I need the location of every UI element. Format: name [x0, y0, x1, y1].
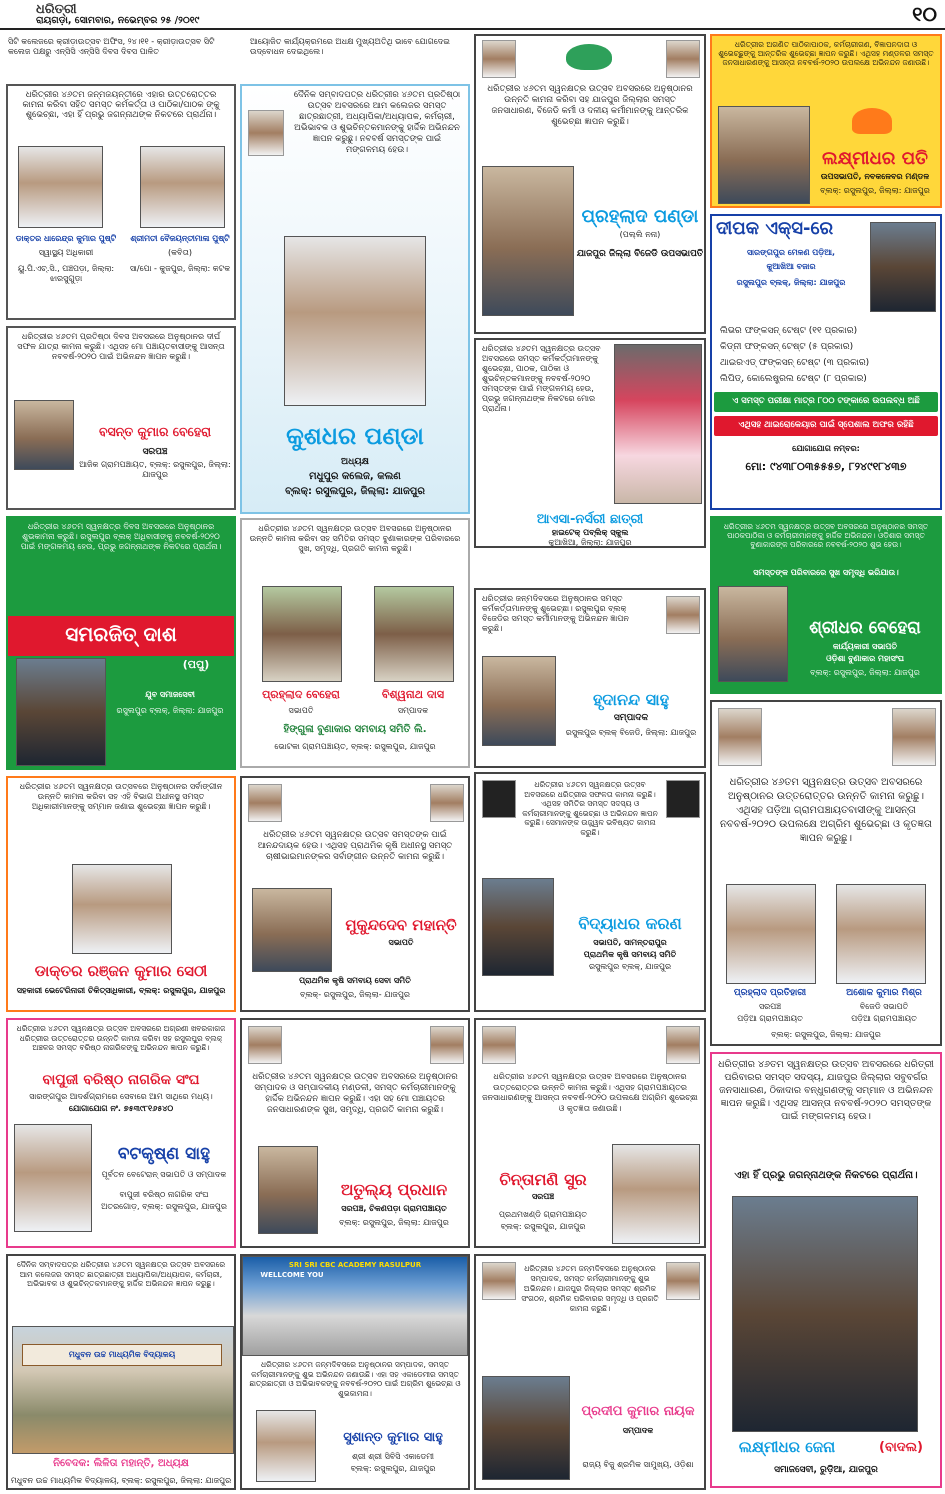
photo-laxmidhar-pati [718, 106, 810, 204]
place: ରସୁଲପୁର ବ୍ଲକ୍, ଯାଜପୁର [588, 962, 672, 971]
org: ରାଜ୍ୟ ବିଜୁ ଶ୍ରମିକ ସାମୁଖ୍ୟ, ଓଡ଼ିଶା [582, 1460, 694, 1469]
leader-photo [666, 596, 700, 634]
role: ସରପଞ୍ଚ [531, 1192, 555, 1201]
name: ଚିନ୍ତାମଣି ସୁର [499, 1170, 587, 1189]
name: ହୃଦାନନ୍ଦ ସାହୁ [592, 690, 670, 709]
ad-body: ଧରିତ୍ରୀର ୪୬ତମ ସ୍ୱନକ୍ଷତ୍ର ଉତ୍ସବ ଅବସରରେ ଅନୁଷ୍ଠାନର ସମସ୍ତ ପାଠକପାଠିକା ଓ କର୍ମଚାରୀମାନଙ୍କୁ ହାର୍ଦ୍ଦିକ ଅଭିନନ୍ଦନ। ଓଡ଼ିଶାର ସମସ୍ତ ବୁଣାକାରଙ୍କ ପରିବାରରେ ନବବର୍ଷ-୨୦୨୦ ଶୁଭ ହେଉ। [723, 522, 929, 549]
name: ମୁକୁନ୍ଦଦେବ ମହାନ୍ତି [345, 916, 457, 934]
ad-pradeep [474, 1254, 706, 1490]
footer-place: ମଧୁବନ ଉଚ୍ଚ ମାଧ୍ୟମିକ ବିଦ୍ୟାଳୟ, ବ୍ଲକ୍: ରସୁଲପୁର, ଜିଲ୍ଲା: ଯାଜପୁର [10, 1476, 232, 1485]
ad-body: ଧରିତ୍ରୀର ୪୬ତମ ସ୍ୱନକ୍ଷତ୍ର ଉତ୍ସବ ଅବସରରେ ଧରିତ୍ରୀର ସଫଳତା କାମନା କରୁଛି। ଏଥିସହ ସମିତିର ସମସ୍ତ ସଦସ୍ୟ ଓ କର୍ମଚାରୀମାନଙ୍କୁ ଶୁଭେଚ୍ଛା ଓ ଅଭିନନ୍ଦନ ଜ୍ଞାପନ କରୁଛି। ସେମାନଙ୍କ ଉଜ୍ଜ୍ୱଳ ଭବିଷ୍ୟତ କାମନା କରୁଛି। [522, 780, 658, 837]
leader-photo-right [430, 1026, 464, 1064]
place: ରସୁଲପୁର ବ୍ଲକ୍, ଜିଲ୍ଲା: ଯାଜପୁର [116, 706, 224, 715]
prayer: ଏହା ହିଁ ପ୍ରଭୁ ଜଗନ୍ନାଥଙ୍କ ନିକଟରେ ପ୍ରାର୍ଥନା। [734, 1170, 918, 1181]
org: ହିଙ୍ଗୁଳା ବୁଣାକାର ସମବାୟ ସମିତି ଲି. [283, 724, 427, 735]
dateline: ରାୟଗଡ଼ା, ସୋମବାର, ନଭେମ୍ବର ୨୫ /୨୦୧୯ [36, 15, 200, 26]
place: ବ୍ଲକ୍: ରସୁଲପୁର, ଯାଜପୁର [500, 1222, 586, 1231]
photo-ranjan [72, 864, 172, 954]
person2-place: ସା/ପୋ - କୁଜପୁର, ଜିଲ୍ଲା: କଟକ [129, 264, 231, 273]
address1: ସାରଙ୍ଗପୁର ମେଳଣ ପଡ଼ିଆ, [746, 248, 835, 257]
ad-body: ଧରିତ୍ରୀର ୪୬ତମ ଜନ୍ମଜୟନ୍ତୀରେ ଏହାର ଉତ୍ତରୋତ୍ତର କାମନା କରିବା ସହିତ ସମସ୍ତ କର୍ମକର୍ତ୍ତା ଓ ପାଠିକା/ପାଠକ ଙ୍କୁ ଶୁଭେଚ୍ଛା, ଏହା ହିଁ ପ୍ରଭୁ ଜଗନ୍ନାଥଙ୍କ ନିକଟରେ ପ୍ରାର୍ଥନା। [22, 90, 220, 120]
leader-photo-left [482, 40, 516, 78]
person1-place: ୟୁ.ପି.ଏଚ୍.ସି., ପଞ୍ଚପଡ଼ା, ଜିଲ୍ଲା: ଝାରସୁଗୁଡ଼ା [17, 264, 115, 283]
person2-name: ବିଶ୍ୱନାଥ ଦାସ [381, 688, 445, 701]
nickname: (ପଲ୍ଲି ନନା) [619, 230, 661, 239]
photo-mukunda [252, 888, 332, 972]
photo-batakrushna [14, 1124, 92, 1232]
lotus-icon [852, 108, 892, 134]
offer-2: ଏଥିସହ ଥାଇରୋକେୟାର ପାଇଁ ସ୍ପେଶାଲ ଅଫର ରହିଛି [738, 420, 914, 430]
closing: ସମସ୍ତଙ୍କ ପରିବାରରେ ସୁଖ ସମୃଦ୍ଧି ଭରିଯାଉ। [753, 568, 899, 577]
ad-weavers [240, 518, 470, 768]
org-sub: ସାରଙ୍ଗପୁର ଆଦର୍ଶଗ୍ରାମରେ ସେବାରେ ଆମ ସାଥିରେ ମଧ୍ୟ। [29, 1092, 213, 1101]
role: ସମ୍ପାଦକ [622, 1426, 654, 1435]
org: ବାପୁଜୀ ବରିଷ୍ଠ ନାଗରିକ ସଂଘ [42, 1072, 200, 1088]
person2-name: ଶ୍ରୀମତୀ ବୈଜୟନ୍ତୀମାଳା ପୁଷ୍ଟି [130, 234, 230, 243]
ad-bapuji [6, 1018, 236, 1248]
ad-body: ଧରିତ୍ରୀର ୪୬ତମ ସ୍ୱନକ୍ଷତ୍ର ଉତ୍ସବ ଅବସରରେ ଧରିତ୍ରୀ ପରିବାରର ସମସ୍ତ ସଦସ୍ୟ, ଯାଜପୁର ଜିଲ୍ଲାର ସବୁବର୍ଗର ଜନସାଧାରଣ, ଠିକାଦାର ବନ୍ଧୁଗଣଙ୍କୁ ସମ୍ମାନ ଓ ଅଭିନନ୍ଦନ ଜ୍ଞାପନ କରୁଛି। ଏଥିସହ ଆସନ୍ତା ନବବର୍ଷ-୨୦୨୦ ସମସ୍ତଙ୍କ ପାଇଁ ମଙ୍ଗଳମୟ ହେଉ। [718, 1059, 934, 1122]
name: ସୁଶାନ୍ତ କୁମାର ସାହୁ [343, 1430, 443, 1445]
person1-name: ପ୍ରହ୍ଲାଦ ବେହେରା [262, 688, 340, 701]
ad-body: ଧରିତ୍ରୀର ୪୬ତମ ସ୍ୱନକ୍ଷତ୍ର ଦିବସ ଅବସରରେ ଅନୁଷ୍ଠାନର ଶୁଭକାମନା କରୁଛି। ରସୁଲପୁର ବ୍ଲକ୍ ଅଧିବାସୀଙ୍କୁ ନବବର୍ଷ-୨୦୨୦ ପାଇଁ ମଙ୍ଗଳମୟ ହେଉ, ପ୍ରଭୁ ଜଗନ୍ନାଥଙ୍କ ନିକଟରେ ପ୍ରାର୍ଥନା। [20, 522, 222, 551]
newspaper-logo: ଧରିତ୍ରୀ [36, 2, 77, 17]
role: କାର୍ଯ୍ୟକାରୀ ସଭାପତି [832, 642, 898, 651]
ad-chintamani [474, 1018, 706, 1248]
place: ବ୍ଲକ୍: ରସୁଲପୁର, ଜିଲ୍ଲା: ଯାଜପୁର [339, 1218, 449, 1227]
name: ଡାକ୍ତର ରଞ୍ଜନ କୁମାର ସେଠୀ [34, 962, 208, 980]
photo-bidyadhar [482, 878, 554, 976]
photo-samarjit [16, 658, 106, 766]
ad-panchayat [710, 700, 942, 1046]
name: ସମରଜିତ୍ ଦାଶ [65, 622, 177, 646]
role: ଶ୍ରୀ ଶ୍ରୀ ସିବିସି ଏକାଡେମୀ [351, 1452, 435, 1461]
place: ବ୍ଲକ୍: ରସୁଲପୁର, ଜିଲ୍ଲା: ଯାଜପୁର [810, 668, 920, 677]
school: ହାଇଟେକ୍ ପବ୍ଲିକ୍ ସ୍କୁଲ [551, 528, 629, 537]
person2-role: ସମ୍ପାଦକ [397, 706, 429, 715]
photo-atulya [258, 1146, 318, 1234]
phone: ମୋ: ୯୪୩୮୦୩୫୫୫୭, ୮୨୪୯୧୮୪୩୭ [745, 460, 907, 473]
nickname: (ବାଦଲ) [879, 1440, 923, 1455]
person2-place: ପଡ଼ିଆ ଗ୍ରାମପଞ୍ଚାୟତ [851, 1014, 917, 1023]
name: ବଟକୃଷ୍ଣ ସାହୁ [117, 1144, 211, 1164]
role: ପୂର୍ବତନ ବେଟେରାନ୍ ସଭାପତି ଓ ସମ୍ପାଦକ [101, 1170, 227, 1179]
role: ଅଧ୍ୟକ୍ଷ [341, 457, 369, 467]
offer-1: ଏ ସମସ୍ତ ପରୀକ୍ଷା ମାତ୍ର ୮୦୦ ଟଙ୍କାରେ ଉପଲବ୍ଧ ଅଛି [732, 396, 920, 406]
photo-aeysa [614, 344, 702, 504]
role: ସଭାପତି, ସାମନ୍ତରାପୁର [593, 938, 667, 947]
photo-basanta [14, 400, 74, 470]
ad-laxmidhar-pati [710, 34, 942, 208]
leader-photo-right [430, 784, 464, 822]
ad-prahlad-panda [474, 34, 706, 334]
sign-2: WELLCOME YOU [260, 1271, 324, 1279]
leader-photo-right [666, 1026, 700, 1064]
person1-role: ସଭାପତି [288, 706, 314, 715]
contact: ଯୋଗାଯୋଗ ନଂ. ୭୫୩୯୮୧୬୫୪୦ [68, 1104, 174, 1113]
photo-laxmidhar-jena [732, 1196, 918, 1432]
name: ଶ୍ରୀଧର ବେହେରା [809, 618, 921, 638]
leader-photo-right [666, 40, 700, 78]
photo-sridhar [718, 586, 788, 682]
ad-basanta [6, 326, 236, 510]
name: ଆଏସା-ନର୍ସରୀ ଛାତ୍ରୀ [536, 512, 644, 527]
sign-1: SRI SRI CBC ACADEMY RASULPUR [288, 1261, 422, 1269]
ad-school [6, 1254, 236, 1490]
photo-ashok [836, 884, 926, 984]
ad-bidyadhar [474, 772, 706, 1012]
photo-vaijayanti [140, 146, 225, 228]
role: ଯାଜପୁର ଜିଲ୍ଲା ବିଜେଡି ଉପସଭାପତି [576, 249, 704, 259]
ad-body: ଧରିତ୍ରୀର ଅଗଣିତ ପାଠିକାପାଠକ, କର୍ମଚାରୀଗଣ, ବିଜ୍ଞାପନଦାତା ଓ ଶୁଭେଚ୍ଛୁଙ୍କୁ ଆନ୍ତରିକ ଶୁଭେଚ୍ଛା ଜ୍ଞାପନ କରୁଛି। ଏଥିସହ ମଣ୍ଡଳର ସମସ୍ତ ଜନସାଧାରଣଙ୍କୁ ଆସନ୍ତା ନବବର୍ଷ-୨୦୨୦ ଉପଲକ୍ଷେ ଅଭିନନ୍ଦନ ଜଣାଉଛି। [718, 40, 934, 67]
ad-sridhar [710, 516, 942, 694]
name: ପ୍ରହ୍ଲାଦ ପଣ୍ଡା [581, 206, 699, 227]
photo-hrudananda [482, 656, 556, 746]
gate-text: ମଧୁବନ ଉଚ୍ଚ ମାଧ୍ୟମିକ ବିଦ୍ୟାଳୟ [68, 1350, 176, 1359]
name: କୁଶଧର ପଣ୍ଡା [286, 422, 424, 450]
ad-ranjan [6, 776, 236, 1012]
test-3: ଥାଇରଏଡ୍ ଫଙ୍କସନ୍ ଟେଷ୍ଟ (୩ ପ୍ରକାର) [720, 358, 870, 368]
ad-body: ଧରିତ୍ରୀର ୪୬ତମ ସ୍ୱନକ୍ଷତ୍ର ଉତ୍ସବ ଅବସରରେ ଅନୁଷ୍ଠାନର ସମ୍ପାଦକ ଓ ସମ୍ପାଦକୀୟ ମଣ୍ଡଳୀ, ସମସ୍ତ କର୍ମଚାରୀମାନଙ୍କୁ ହାର୍ଦ୍ଦିକ ଅଭିନନ୍ଦନ ଜ୍ଞାପନ କରୁଛି। ଏହା ସହ ମୋ ପଞ୍ଚାୟତର ଜନସାଧାରଣଙ୍କ ସୁଖ, ସମୃଦ୍ଧି, ପ୍ରଗତି କାମନା କରୁଛି। [252, 1072, 458, 1115]
ad-body: ଦୈନିକ ସମ୍ବାଦପତ୍ର ଧରିତ୍ରୀର ୪୬ତମ ପ୍ରତିଷ୍ଠା ଉତ୍ସବ ଅବସରରେ ଆମ କଲେଜର ସମସ୍ତ ଛାତ୍ରଛାତ୍ରୀ, ଅଧ୍ୟାପିକା/ଅଧ୍ୟାପକ, କର୍ମଚାରୀ, ଅଭିଭାବକ ଓ ଶୁଭଚିନ୍ତକମାନଙ୍କୁ ହାର୍ଦ୍ଦିକ ଅଭିନନ୍ଦନ ଜ୍ଞାପନ କରୁଛୁ। ନବବର୍ଷ ସମସ୍ତଙ୍କ ପାଇଁ ମଙ୍ଗଳମୟ ହେଉ। [293, 90, 461, 155]
role: ସହକାରୀ ଭେଟେରିନାରୀ ଚିକିତ୍ସାଧିକାରୀ, ବ୍ଲକ୍: ରସୁଲପୁର, ଯାଜପୁର [16, 986, 226, 995]
ad-body: ଧରିତ୍ରୀର ୪୬ତମ ପ୍ରତିଷ୍ଠା ଦିବସ ଅବସରରେ ଅନୁଷ୍ଠାନର ଦୀର୍ଘ ସଫଳ ଯାତ୍ରା କାମନା କରୁଛି। ଏଥିସହ ମୋ ପଞ୍ଚାୟତବାସୀଙ୍କୁ ଆସନ୍ତା ନବବର୍ଷ-୨୦୨୦ ପାଇଁ ଅଭିନନ୍ଦନ ଜ୍ଞାପନ କରୁଛି। [17, 332, 225, 361]
place: ଭୋଟକା ଗ୍ରାମପଞ୍ଚାୟତ, ବ୍ଲକ୍: ରସୁଲପୁର, ଯାଜପୁର [274, 742, 436, 751]
role: ସରପଞ୍ଚ, ଚିକଣପଡ଼ା ଗ୍ରାମପଞ୍ଚାୟତ [341, 1204, 447, 1213]
ad-mukunda [240, 776, 470, 1012]
ad-body: ଧରିତ୍ରୀର ୪୬ତମ ସ୍ୱନକ୍ଷତ୍ର ଉତ୍ସବ ଅବସରରେ ଅଗ୍ରଣୀ ଖବରକାଗଜ ଧରିତ୍ରୀର ଉତ୍ତରୋତ୍ତର ଉନ୍ନତି କାମନା କରିବା ସହ ରସୁଲପୁର ବ୍ଲକ୍ ଅଞ୍ଚଳର ସମସ୍ତ ବରିଷ୍ଠ ନାଗରିକଙ୍କୁ ଅଭିନନ୍ଦନ ଜ୍ଞାପନ କରୁଛି। [16, 1024, 226, 1052]
leader-photo-right [892, 708, 936, 766]
ad-body: ଧରିତ୍ରୀର ୪୬ତମ ସ୍ୱନକ୍ଷତ୍ର ଉତ୍ସବ ସମସ୍ତଙ୍କ ପାଇଁ ଆନନ୍ଦଦାୟକ ହେଉ। ଏଥିସହ ପ୍ରାଥମିକ କୃଷି ଅଧୀନସ୍ଥ ସମସ୍ତ ଚାଷୀଭାଇମାନଙ୍କର ସର୍ବାଙ୍ଗୀନ ଉନ୍ନତି କାମନା କରୁଛି। [257, 830, 453, 862]
name: ଅତୁଲ୍ୟ ପ୍ରଧାନ [340, 1180, 448, 1199]
conch-icon [566, 44, 612, 70]
name: ଲକ୍ଷ୍ମୀଧର ପତି [822, 148, 928, 169]
address2: କୁଆଖିଆ ବଜାର [766, 262, 816, 271]
masthead [0, 0, 945, 30]
name: ଲକ୍ଷ୍ମୀଧର ଜେନା [738, 1438, 836, 1456]
nickname: (ପପୁ) [182, 658, 210, 671]
ad-body: ଦୈନିକ ସମ୍ବାଦପତ୍ର ଧରିତ୍ରୀର ୪୬ତମ ସ୍ୱନକ୍ଷତ୍ର ଉତ୍ସବ ଅବସରରେ ଆମ କଲେଜର ସମସ୍ତ ଛାତ୍ରଛାତ୍ରୀ ଅଧ୍ୟାପିକା/ଅଧ୍ୟାପକ, କର୍ମଚାରୀ, ଅଭିଭାବକ ଓ ଶୁଭଚିନ୍ତକମାନଙ୍କୁ ହାର୍ଦ୍ଦିକ ଅଭିନନ୍ଦନ ଜ୍ଞାପନ କରୁଛୁ। [16, 1260, 226, 1288]
place: ଆଜିକ ଗ୍ରାମପଞ୍ଚାୟତ, ବ୍ଲକ୍: ରସୁଲପୁର, ଜିଲ୍ଲା: ଯାଜପୁର [79, 460, 231, 479]
role: ସମ୍ପାଦକ [613, 713, 649, 723]
ad-body: ଧରିତ୍ରୀର ୪୬ତମ ସ୍ୱନକ୍ଷତ୍ର ଉତ୍ସବ ଅବସରରେ ସମସ୍ତ କର୍ମକର୍ତ୍ତାମାନଙ୍କୁ ଶୁଭେଚ୍ଛା, ପାଠକ, ପାଠିକା ଓ ଶୁଭଚିନ୍ତକମାନଙ୍କୁ ନବବର୍ଷ-୨୦୨୦ ସମସ୍ତଙ୍କ ପାଇଁ ମଙ୍ଗଳମୟ ହେଉ, ପ୍ରଭୁ ଜଗନ୍ନାଥଙ୍କ ନିକଟରେ ମୋର ପ୍ରାର୍ଥନା। [482, 344, 601, 413]
photo-pradeep [482, 1376, 570, 1480]
role: ସରପଞ୍ଚ [142, 447, 168, 457]
place: ବ୍ଲକ୍: ରସୁଲପୁର, ଜିଲ୍ଲା: ଯାଜପୁର [285, 486, 425, 497]
name: ବସନ୍ତ କୁମାର ବେହେରା [98, 424, 212, 439]
person1-role: ସରପଞ୍ଚ [758, 1002, 782, 1011]
footer-name: ନିବେଦକ: ଲିଳିତା ମହାନ୍ତି, ଅଧ୍ୟକ୍ଷ [53, 1458, 189, 1469]
photo-dipak [870, 222, 936, 312]
ad-pusti [6, 84, 236, 320]
person1-place: ପଡ଼ିଆ ଗ୍ରାମପଞ୍ଚାୟତ [737, 1014, 803, 1023]
role: ଉପସଭାପତି, ନବକଳେବର ମଣ୍ଡଳ [820, 172, 930, 181]
org: ମଧୁପୁର କଲେଜ, କଲଣ [309, 471, 401, 482]
place: ବ୍ଲକ୍- ରସୁଲପୁର, ଜିଲ୍ଲା- ଯାଜପୁର [299, 990, 411, 999]
org: ପ୍ରଥମଖଣ୍ଡି ଗ୍ରାମପଞ୍ଚାୟତ [499, 1210, 587, 1219]
page-number: ୧୦ [912, 2, 937, 26]
photo-kushadhar [284, 236, 426, 406]
place: ବ୍ଲକ୍: ରସୁଲପୁର, ଜିଲ୍ଲା: ଯାଜପୁର [771, 1030, 881, 1039]
ad-body: ଧରିତ୍ରୀର ୪୬ତମ ସ୍ୱନକ୍ଷତ୍ର ଉତ୍ସବ ଅବସରରେ ଅନୁଷ୍ଠାନର ଉନ୍ନତି କାମନା କରିବା ସହ ସମିତିର ସମସ୍ତ ବୁଣାକାରଙ୍କ ପରିବାରରେ ସୁଖ, ସମୃଦ୍ଧି, ପ୍ରଗତି କାମନା କରୁଛି। [249, 524, 461, 553]
role: ଯୁବ ସମାଜସେବୀ [145, 690, 195, 699]
ad-sushant [240, 1254, 470, 1490]
contact-label: ଯୋଗାଯୋଗ ନମ୍ବର: [792, 444, 860, 453]
test-2: କିଡ୍ନୀ ଫଙ୍କସନ୍ ଟେଷ୍ଟ (୫ ପ୍ରକାର) [720, 342, 854, 352]
ad-body: ଧରିତ୍ରୀର ଜନ୍ମଦିବସରେ ଅନୁଷ୍ଠାନର ସମସ୍ତ କର୍ମକର୍ତ୍ତାମାନଙ୍କୁ ଶୁଭେଚ୍ଛା। ରସୁଲପୁର ବ୍ଲକ୍ ବିଜେଡିର ସମସ୍ତ କର୍ମୀମାନଙ୍କୁ ଅଭିନନ୍ଦନ ଜ୍ଞାପନ କରୁଛି। [482, 594, 629, 633]
ad-atulya [240, 1018, 470, 1248]
person2-role: (କବିତା) [168, 248, 192, 257]
ad-laxmidhar-jena [710, 1052, 942, 1488]
ad-body: ଧରିତ୍ରୀର ୪୬ତମ ସ୍ୱନକ୍ଷତ୍ର ଉତ୍ସବ ଅବସରରେ ଅନୁଷ୍ଠାନର ଉନ୍ନତି କାମନା କରିବା ସହ ଯାଜପୁର ଜିଲ୍ଲାର ସମସ୍ତ ଜନସାଧାରଣ, ବିଜେଡି କର୍ମୀ ଓ ଦଳୀୟ କର୍ମୀମାନଙ୍କୁ ଆନ୍ତରିକ ଶୁଭେଚ୍ଛା ଜ୍ଞାପନ କରୁଛି। [487, 84, 693, 127]
person2-role: ବିଜେଡି ସଭାପତି [859, 1002, 909, 1011]
name: ପ୍ରଦୀପ କୁମାର ନାୟକ [581, 1404, 695, 1419]
place: ବ୍ଲକ୍: ରସୁଲପୁର, ଜିଲ୍ଲା: ଯାଜପୁର [820, 186, 930, 195]
ad-body: ଧରିତ୍ରୀର ୪୬ତମ ସ୍ୱନକ୍ଷତ୍ର ଉତ୍ସବରେ ଅନୁଷ୍ଠାନର ସର୍ବାଙ୍ଗୀନ ଉନ୍ନତି କାମନା କରିବା ସହ ଏହି ବିଭାଗ ଅଧୀନସ୍ଥ ସମସ୍ତ ଅଧିକାରୀମାନଙ୍କୁ ସମ୍ମାନ ଜଣାଇ ଶୁଭେଚ୍ଛା ଜ୍ଞାପନ କରୁଛି। [19, 782, 223, 811]
ad-body: ଧରିତ୍ରୀର ୪୬ତମ ସ୍ୱନକ୍ଷତ୍ର ଉତ୍ସବ ଅବସରରେ ଅନୁଷ୍ଠାନର ଉତ୍ତରୋତ୍ତର ଉନ୍ନତି କାମନା କରୁଛୁ। ଏଥିସହ ପଡ଼ିଆ ଗ୍ରାମପଞ୍ଚାୟତବାସୀଙ୍କୁ ଆସନ୍ତା ନବବର୍ଷ-୨୦୨୦ ଉପଲକ୍ଷେ ଅଗ୍ରିମ ଶୁଭେଚ୍ଛା ଓ କୃତଜ୍ଞତା ଜ୍ଞାପନ କରୁଛୁ। [720, 777, 932, 844]
news-strip-middle: ଆୟୋଜିତ କାର୍ଯ୍ୟକ୍ରମରେ ଅଧକ୍ଷ ମୁଖ୍ୟଅତିଥି ଭାବେ ଯୋଗଦେଇ ଉଦ୍‌ବୋଧନ ଦେଇଥିଲେ। [250, 37, 450, 56]
leader-photo-left [718, 708, 762, 766]
place: ବ୍ଲକ୍: ରସୁଲପୁର, ଯାଜପୁର [350, 1464, 436, 1473]
ad-nursery [474, 338, 706, 548]
photo-prahlad-panda [482, 166, 574, 316]
photo-biswanath [374, 586, 454, 682]
org: ପ୍ରାଥମିକ କୃଷି ସମବାୟ ସମିତି [583, 950, 677, 959]
person1-role: ସ୍ୱାସ୍ଥ୍ୟ ଅଧିକାରୀ [38, 248, 94, 257]
place: କୁଆଖିଆ, ଜିଲ୍ଲା: ଯାଜପୁର [548, 538, 632, 547]
leader-photo-left [248, 784, 282, 822]
leader-photo-left [482, 1026, 516, 1064]
ad-dipak-xray [710, 214, 942, 510]
ad-hrudananda [474, 588, 706, 768]
org: ପ୍ରାଥମିକ କୃଷି ସମବାୟ ସେବା ସମିତି [299, 976, 411, 985]
leader-photo-left [248, 1026, 282, 1064]
ad-samarjit [6, 516, 236, 770]
photo-sushant [256, 1410, 316, 1482]
photo-thumb [248, 110, 284, 156]
photo-prahlad-pratihari [726, 884, 816, 984]
photo-dhirendra [18, 146, 103, 228]
place: ରସୁଲପୁର ବ୍ଲକ୍ ବିଜେଡି, ଜିଲ୍ଲା: ଯାଜପୁର [565, 728, 697, 737]
ad-kushadhar [240, 84, 470, 514]
ad-body: ଧରିତ୍ରୀର ୪୬ତମ ସ୍ୱନକ୍ଷତ୍ର ଉତ୍ସବ ଅବସରରେ ଅନୁଷ୍ଠାନର ଉତ୍ତରୋତ୍ତର ଉନ୍ନତି କାମନା କରୁଛି। ଏଥିସହ ଗ୍ରାମପଞ୍ଚାୟତର ଜନସାଧାରଣଙ୍କୁ ଆସନ୍ତା ନବବର୍ଷ-୨୦୨୦ ଉପଲକ୍ଷେ ଅଗ୍ରିମ ଶୁଭେଚ୍ଛା ଓ କୃତଜ୍ଞତା ଜଣାଉଛି। [482, 1072, 698, 1113]
news-strip-left: ସିଟି କଲେଜରେ କ୍ରୀଡ଼ାଉତ୍ସବ ଅଫିସ, ୨୪।୧୧ - କ୍ରୀଡ଼ାଉତ୍ସବ ସିଟି କଲେଜ ପକ୍ଷରୁ ଏନ୍‌ସିସି ଏନ୍‌ସିସି ଦିବସ ଦିବସ ପାଳିତ [8, 37, 215, 56]
photo-prahlad-behera [262, 586, 342, 682]
org2: ବାପୁଜୀ ବରିଷ୍ଠ ନାଗରିକ ସଂଘ [119, 1190, 209, 1199]
org: ଓଡ଼ିଶା ବୁଣାକାର ମହାସଂଘ [826, 654, 904, 663]
test-4: ଲିପିଡ୍, କୋଲେଷ୍ଟ୍ରଲ ଟେଷ୍ଟ (୮ ପ୍ରକାର) [720, 374, 867, 384]
role: ସମାଜସେବୀ, ରୁଡ଼ିଆ, ଯାଜପୁର [774, 1465, 878, 1475]
place: ଅତରଗୋଡ଼, ବ୍ଲକ୍: ରସୁଲପୁର, ଯାଜପୁର [101, 1202, 227, 1211]
person1-name: ଡାକ୍ତର ଧାରେନ୍ଦ୍ର କୁମାର ପୁଷ୍ଟି [15, 234, 117, 243]
ad-body: ଧରିତ୍ରୀର ୪୬ତମ ଜନ୍ମଦିବସରେ ଅନୁଷ୍ଠାନର ସମ୍ପାଦକ, ସମସ୍ତ କର୍ମଚାରୀମାନଙ୍କୁ ଶୁଭ ଅଭିନନ୍ଦନ। ଯାଜପୁର ଜିଲ୍ଲାର ସମସ୍ତ ଶ୍ରମିକ ସଂଗଠନ, ଶ୍ରମିକ ପରିବାରର ସମୃଦ୍ଧି ଓ ପ୍ରଗତି କାମନା କରୁଛି। [521, 1264, 659, 1313]
role: ସଭାପତି [388, 938, 414, 947]
photo-chintamani [612, 1144, 700, 1244]
ad-body: ଧରିତ୍ରୀର ୪୬ତମ ଜନ୍ମଦିବସରେ ଅନୁଷ୍ଠାନର ସମ୍ପାଦକ, ସମସ୍ତ କର୍ମଚାରୀମାନଙ୍କୁ ଶୁଭ ଅଭିନନ୍ଦନ ଜଣାଉଛି। ଏହା ସହ ଏକାଡେମୀର ସମସ୍ତ ଛାତ୍ରଛାତ୍ରୀ ଓ ଅଭିଭାବକଙ୍କୁ ନବବର୍ଷ-୨୦୨୦ ପାଇଁ ଅଗ୍ରିମ ଶୁଭେଚ୍ଛା ଓ ଶୁଭକାମନା। [249, 1360, 461, 1398]
person1-name: ପ୍ରହ୍ଲାଦ ପ୍ରତିହାରୀ [733, 988, 807, 998]
test-1: ଲିଭର ଫଙ୍କସନ୍ ଟେଷ୍ଟ (୧୧ ପ୍ରକାର) [720, 326, 858, 336]
name: ବିଦ୍ୟାଧର କରଣ [578, 914, 682, 933]
address3: ରସୁଲପୁର ବ୍ଲକ୍, ଜିଲ୍ଲା: ଯାଜପୁର [736, 278, 846, 287]
person2-name: ଅଶୋକ କୁମାର ମିଶ୍ର [846, 988, 922, 998]
title: ଦୀପକ ଏକ୍ସ-ରେ [716, 218, 834, 239]
